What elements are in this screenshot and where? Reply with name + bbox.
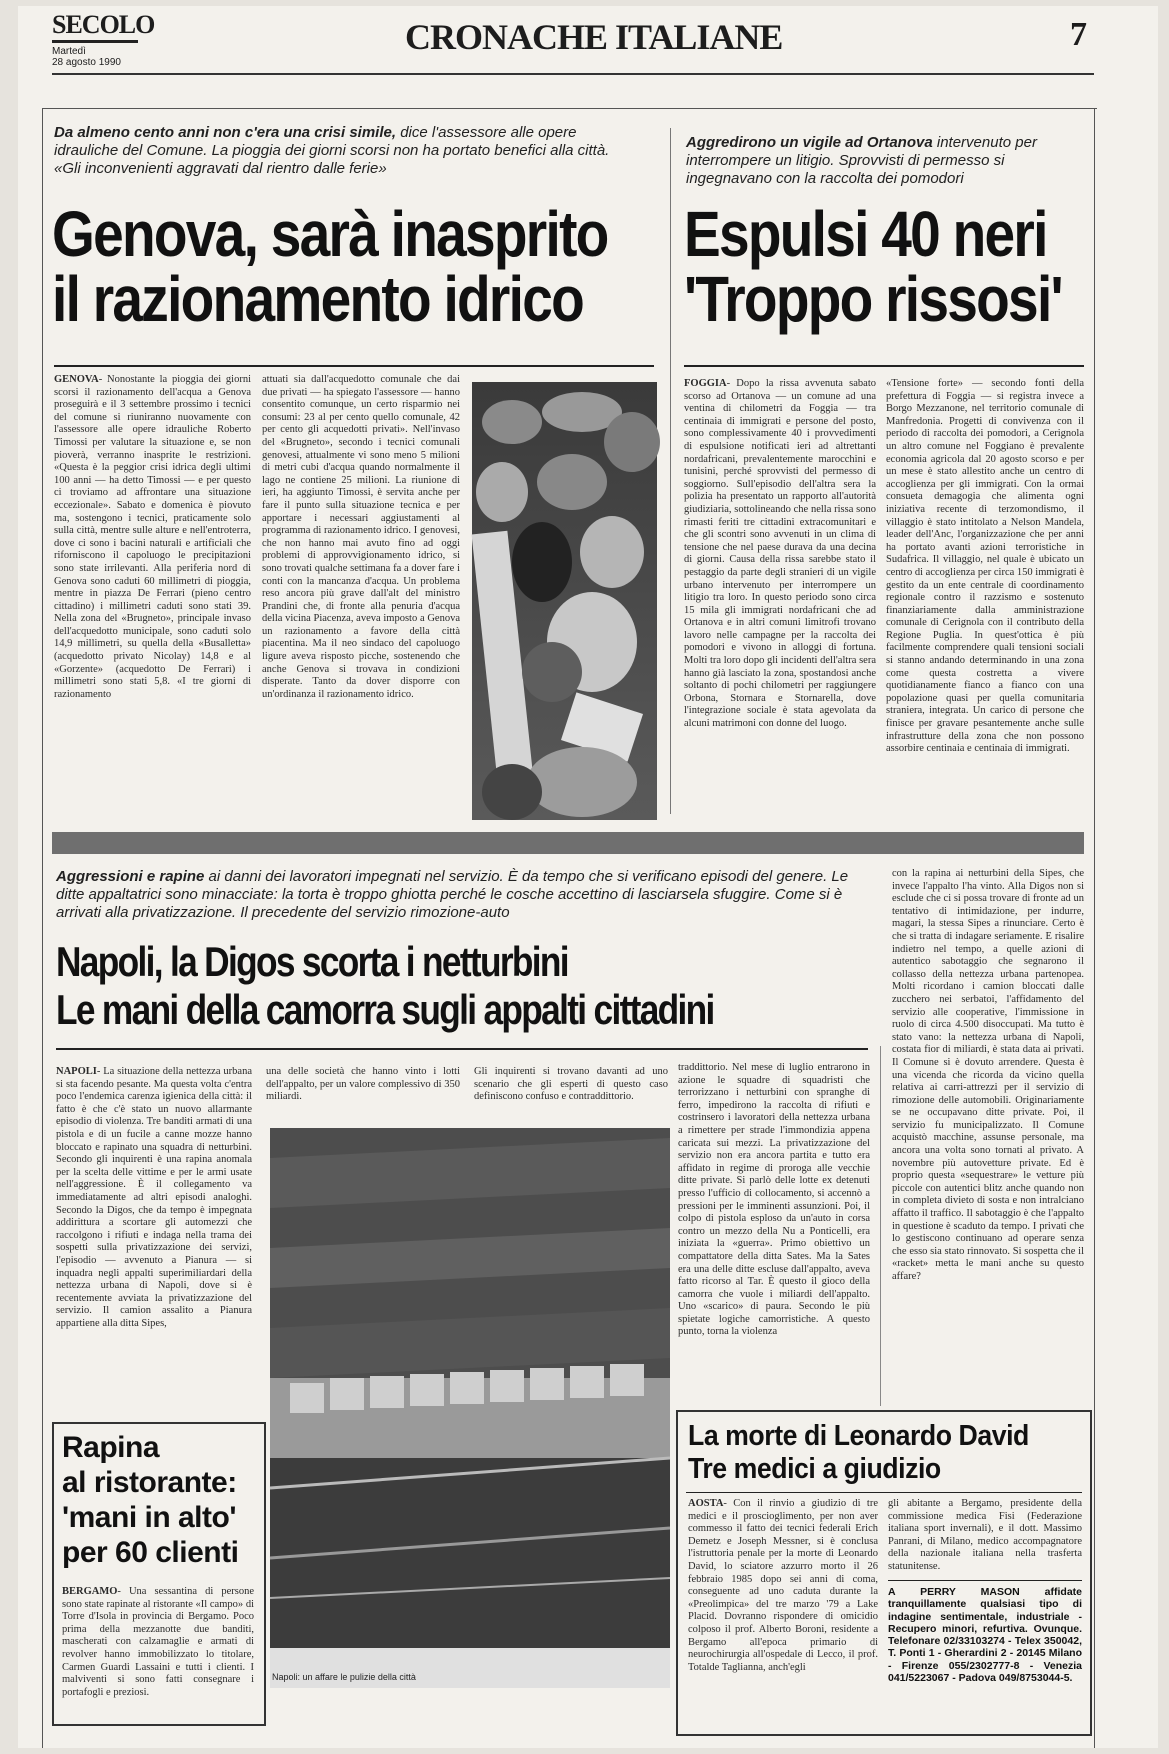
- article-column: [266, 1066, 460, 1126]
- article-column: [56, 1066, 252, 1394]
- section-band: [52, 832, 1084, 854]
- column-text: con la rapina ai netturbini della Sipes, che invece l'appalto l'ha vinto. Alla Digos non si esclude che ci si possa trovare di fronte ad un tentativo di intimidazione, per indurre, magari, la stessa Sipes a rinunciare. Certo è che si tratta di indagare seriamente. E risalire indietro nel tempo, a quelle azioni di autentico sabotaggio che segnarono il collasso della nettezza urbana partenopea. Molti ricordano i camion bloccati dalle zucchero nei serbatoi, l'affidamento del servizio alle cooperative, l'immissione in ruolo di circa 4.500 disoccupati. Ma tutto è stato vano: la nettezza urbana di Napoli, costata fior di miliardi, è stata data ai privati. Il Comune si è dovuto arrendere. Questa è una vicenda che ricorda da vicino quella relativa ai carri-attrezzi per il servizio di rimozione delle automobili. Originariamente se ne occupavano ditte private. Poi, il servizio fu municipalizzato. Il Comune acquistò macchine, assunse personale, ma ancora una volta sono tornati al privato. A novembre più autovetture private. Ed è proprio questa «sequestrare» le vetture più piccole con autentici blitz anche quando non in completa divieto di sosta e non intralciano affatto il traffico. Il sabotaggio è che l'appalto in questione è scaduto da tempo. I privati che lo gestiscono continuano ad operare senza che esso sia stato rinnovato. Si sospetta che il «racket» metta le mani anche su questo affare?: [892, 868, 1084, 1282]
- column-text: attuati sia dall'acquedotto comunale che dai due privati — ha spiegato l'assessore — hanno consentito comunque, un certo risparmio nei consumi: 23 al per cento quello comunale, 42 per cento gli acquedotti privati». Nell'invaso del «Brugneto», secondo i tecnici comunali genovesi, attualmente vi sono meno 5 milioni di metri cubi d'acqua quando normalmente il lago ne contiene 25 milioni. La riunione di ieri, ha aggiunto Timossi, è servita anche per fare il punto sulla situazione tecnica e per apportare i necessari aggiustamenti al programma di razionamento idrico. I genovesi, che non hanno mai avuto fino ad oggi problemi di approvvigionamento idrico, si sono trovati qualche settimana fa a dover fare i conti con la mancanza d'acqua. Un problema reso ancora più grave dall'alt del ministro Prandini che, di fronte alla penuria d'acqua della vicina Piacenza, aveva imposto a Genova un razionamento a favore della città piacentina. Ma il neo sindaco del capoluogo ligure aveva risposto picche, sostenendo che anche Genova si trovava in condizioni disperate. Tanto da dover disporre con un'ordinanza il razionamento idrico.: [262, 374, 460, 700]
- article-column: [262, 374, 460, 826]
- photo-garbage-image: [270, 1128, 670, 1688]
- headline-line-2: al ristorante:: [62, 1466, 237, 1499]
- article-column: [678, 1062, 870, 1406]
- headline-line-1: Espulsi 40 neri: [684, 198, 1047, 270]
- photo-crowd: [472, 382, 657, 820]
- column-text: - La situazione della nettezza urbana si sta facendo pesante. Ma questa volta c'entra poco l'endemica carenza igienica della città: il fatto è che c'è stato un nuovo allarmante episodio di violenza. Tre banditi armati di una pistola e di un fucile a canne mozze hanno bloccato e rapinato una squadra di netturbini. Secondo gli inquirenti è una rapina anomala per la scelta delle vittime e per le armi usate nell'aggressione. È il collegamento va immediatamente ad altri episodi analoghi. Secondo la Digos, che da tempo è impegnata addirittura a scortare gli automezzi che raccolgono i rifiuti e indaga nella trama dei sospetti sulla privatizzazione dei servizi, l'episodio — avvenuto a Pianura — si inquadra negli appalti superimiliardari della nettezza urbana di Napoli, dove si è recentemente avviata la privatizzazione del servizio. Il camion assalito a Pianura appartiene alla ditta Sipes,: [56, 1066, 252, 1329]
- article-headline: [56, 938, 714, 1034]
- frame-top: [42, 108, 1097, 109]
- headline-rule: [56, 1048, 868, 1050]
- headline-line-1: Napoli, la Digos scorta i netturbini: [56, 938, 568, 985]
- column-text: «Tensione forte» — secondo fonti della prefettura di Foggia — si registra invece a Borgo Mezzanone, nel territorio comunale di Manfredonia. Progetti di convivenza con il periodo di raccolta dei pomodori, a Cerignola un altro comune nel Foggiano è prevalente economia agricola dal 20 agosto scorso e per un mese è stato allestito anche un centro di accoglienza per gli immigrati. Con la ormai consueta demagogia che alimenta ogni iniziativa recente di terzomondismo, il villaggio è stato intitolato a Nelson Mandela, leader dell'Anc, l'organizzazione che per anni ha portato avanti azioni terroristiche in Sudafrica. Il villaggio, nel quale è ubicato un centro di accoglienza per circa 150 immigrati è gestito da un ente centrale di coordinamento regionale contro il razzismo e sostenuto finanziariamente dalla amministrazione comunale di Cerignola con il contributo della Regione Puglia. In quest'ottica è più facilmente comprendere quali tensioni sociali si stanno andando determinando in una zona come questa costretta a vivere quotidianamente fianco a fianco con una popolazione quasi per quella comunitaria straniera, integrata. Un carico di persone che finisce per gravare pesantemente anche sulle infrastrutture della zona che non possono assorbire centinaia e centinaia di immigrati.: [886, 378, 1084, 755]
- masthead-rule: [52, 73, 1094, 75]
- photo-caption: Napoli: un affare le pulizie della città: [272, 1672, 416, 1682]
- article-column: [886, 378, 1084, 826]
- news-box: [52, 1422, 266, 1726]
- dateline: BERGAMO: [62, 1586, 118, 1597]
- box-rule: [686, 1492, 1082, 1493]
- headline-line-1: Rapina: [62, 1431, 160, 1464]
- news-box: [676, 1410, 1092, 1736]
- article-kicker: [56, 868, 856, 922]
- kicker-text: ai danni dei lavoratori impegnati nel servizio. È da tempo che si verificano episodi del genere. Le ditte appaltatrici sono minacciate: la torta è troppo ghiotta perché le cosche accettino di lasciarsela sfuggire. Come si è arrivati alla privatizzazione. Il precedente del servizio rimozione-auto: [56, 868, 849, 921]
- column-text: Gli inquirenti si trovano davanti ad uno scenario che gli esperti di questo caso definiscono confuso e contraddittorio.: [474, 1066, 668, 1103]
- box-body: - Con il rinvio a giudizio di tre medici e il proscioglimento, per non aver commesso il fatto dei tecnici federali Erich Demetz e Joseph Messner, si è conclusa l'istruttoria penale per la morte di Leonardo David, lo sciatore azzurro morto il 26 febbraio 1985 dopo sei anni di coma, conseguente ad uno caduta durante la «Preolimpica» del tre marzo '79 a Lake Placid. Dovranno rispondere di omicidio colposo il prof. Alberto Boroni, residente a Bergamo all'epoca primario di neurochirurgia all'ospedale di Lecco, il prof. Totalde Taglianna, anch'egli: [688, 1498, 878, 1673]
- frame-right: [1094, 108, 1095, 1748]
- issue-date: [52, 46, 121, 68]
- logo-underline: [52, 40, 138, 43]
- headline-line-2: Le mani della camorra sugli appalti cittadini: [56, 986, 714, 1033]
- page-number: 7: [1070, 16, 1087, 53]
- headline-line-2: il razionamento idrico: [52, 263, 583, 336]
- issue-full-date: 28 agosto 1990: [52, 57, 121, 68]
- article-headline: [684, 198, 1062, 336]
- article-kicker: [54, 124, 624, 178]
- box-text: [888, 1498, 1082, 1572]
- article-column: [474, 1066, 668, 1126]
- headline-rule: [684, 365, 1084, 367]
- article-kicker: [686, 134, 1086, 188]
- kicker-lead: Aggredirono un vigile ad Ortanova: [686, 134, 933, 151]
- frame-left: [42, 108, 43, 1748]
- article-column: [684, 378, 876, 826]
- column-text: una delle società che hanno vinto i lotti dell'appalto, per un valore complessivo di 350 miliardi.: [266, 1066, 460, 1103]
- kicker-lead: Aggressioni e rapine: [56, 868, 205, 885]
- box-body: - Una sessantina di persone sono state rapinate al ristorante «Il campo» di Torre d'Isola in provincia di Bergamo. Poco prima della mezzanotte due banditi, mascherati con calzamaglie e armati di revolver hanno immobilizzato lo titolare, Carmen Guardi Lassaini e tutti i clienti. I malviventi si sono fatti consegnare i portafogli e preziosi.: [62, 1586, 254, 1698]
- headline-line-2: Tre medici a giudizio: [688, 1453, 941, 1485]
- headline-line-3: 'mani in alto': [62, 1501, 236, 1534]
- column-separator: [670, 128, 671, 814]
- box-headline: [62, 1430, 258, 1570]
- kicker-text: dice l'assessore alle opere idrauliche del Comune. La pioggia dei giorni scorsi non ha portato benefici alla città. «Gli inconvenienti aggravati dal rientro dalle ferie»: [54, 124, 610, 177]
- dateline: NAPOLI: [56, 1066, 97, 1077]
- headline-line-1: Genova, sarà inasprito: [52, 198, 608, 270]
- column-separator: [880, 1046, 881, 1406]
- headline-line-1: La morte di Leonardo David: [688, 1420, 1029, 1452]
- box-headline: [688, 1420, 1029, 1486]
- issue-weekday: Martedì: [52, 46, 86, 57]
- article-column: [892, 868, 1084, 1406]
- dateline: AOSTA: [688, 1498, 724, 1509]
- ad-rule: [888, 1580, 1082, 1581]
- column-text: traddittorio. Nel mese di luglio entrarono in azione le squadre di squadristi che terrorizzano i netturbini con spranghe di ferro, impedirono la raccolta di rifiuti e costrinsero i lavoratori della nettezza urbana a rimettere per strade l'immondizia appena caricata sui mezzi. La privatizzazione del servizio non era ancora partita e tutto era affidato in regime di proroga alle vecchie ditte private. Si parlò delle lotte ex detenuti presso l'ufficio di collocamento, si accennò a pressioni per le imminenti assunzioni. Poi, il colpo di pistola esploso da un'auto in corsa contro un mezzo della Nu a Ponticelli, era iniziata la «guerra». Primo obiettivo un compattatore della ditta Sates. Ma la Sates era una delle ditte escluse dall'appalto, aveva fatto ricorso al Tar. È questo il gioco della camorra che vuole i miliardi dell'appalto. Uno «scarico» di paura. Secondo le più spietate logiche camorristiche. A questo punto, torna la violenza: [678, 1062, 870, 1338]
- dateline: FOGGIA: [684, 378, 727, 389]
- dateline: GENOVA: [54, 374, 99, 385]
- box-text: [688, 1498, 878, 1730]
- kicker-lead: Da almeno cento anni non c'era una crisi simile,: [54, 124, 397, 141]
- photo-garbage: [270, 1128, 670, 1688]
- headline-rule: [54, 365, 654, 367]
- headline-line-4: per 60 clienti: [62, 1536, 239, 1569]
- newspaper-logo: SECOLO: [52, 10, 155, 39]
- section-title: CRONACHE ITALIANE: [405, 17, 783, 57]
- column-text: - Nonostante la pioggia dei giorni scorsi il razionamento dell'acqua a Genova proseguirà e il 3 settembre prossimo i tecnici del comune si riuniranno nuovamente con l'assessore alle opere idrauliche Roberto Timossi per valutare la situazione e, se non pioverà, verranno inasprite le restrizioni. «Questa è la peggior crisi idrica degli ultimi 100 anni — ha detto Timossi — e per questo ci troviamo ad affrontare una situazione eccezionale». Sabato e domenica è piovuto ma, sostengono i tecnici, praticamente solo sulla città, mentre sulle alture e nell'entroterra, dove ci sono i bacini naturali e artificiali che riforniscono il capoluogo le precipitazioni sono state irrilevanti. Alla periferia nord di Genova sono caduti 60 millimetri di pioggia, mentre in piazza De Ferrari (pieno centro cittadino) i millimetri caduti sono stati 39. Nella zona del «Brugneto», principale invaso dell'acquedotto municipale, sono caduti solo 14,9 millimetri, su quella della «Busalletta» (acquedotto privato Nicolay) 14,8 e al «Gorzente» (acquedotto De Ferrari) i millimetri sono stati 5,8. «I tre giorni di razionamento: [54, 374, 251, 700]
- kicker-text: intervenuto per interrompere un litigio. Sprovvisti di permesso si ingegnavano con la raccolta dei pomodori: [686, 134, 1037, 187]
- article-column: [54, 374, 251, 826]
- box-body: gli abitante a Bergamo, presidente della commissione medica Fisi (Federazione italiana sport invernali), e il dott. Massimo Panrani, di Milano, medico accompagnatore della nazionale italiana nella trasferta statunitense.: [888, 1498, 1082, 1572]
- article-headline: [52, 198, 608, 336]
- headline-line-2: 'Troppo rissosi': [684, 263, 1062, 336]
- classified-ad: A PERRY MASON affidate tranquillamente qualsiasi tipo di indagine sentimentale, industriale - Recupero minori, refurtiva. Ovunque. Telefonare 02/33103274 - Telex 350042, T. Ponti 1 - Gherardini 2 - 20145 Milano - Firenze 055/2302777-8 - Venezia 041/5223067 - Padova 049/8753044-5.: [888, 1586, 1082, 1685]
- box-text: [62, 1586, 254, 1720]
- photo-crowd-image: [472, 382, 657, 820]
- column-text: - Dopo la rissa avvenuta sabato scorso ad Ortanova — un comune ad una ventina di chilometri da Foggia — tra centinaia di immigrati e persone del posto, sono complessivamente 40 i provvedimenti di espulsione notificati ieri ad altrettanti nordafricani, prevalentemente marocchini e tunisini, perché sprovvisti del permesso di soggiorno. Sull'episodio dell'altra sera la polizia ha presentato un rapporto all'autorità giudiziaria, sottolineando che nella rissa sono rimasti feriti tre cittadini extracomunitari e che gli scontri sono avvenuti in un clima di tensione che nel paese durava da una decina di giorni. Causa della rissa sarebbe stato il pestaggio da parte degli stranieri di un vigile urbano intervenuto per interrompere un litigio tra loro. In questo periodo sono circa 15 mila gli immigrati nordafricani che ad Ortanova e in altri comuni limitrofi trovano lavoro nelle campagne per la raccolta dei pomodori e vivono in alloggi di fortuna. Molti tra loro dopo gli incidenti dell'altra sera hanno già lasciato la zona, spostandosi anche soltanto di pochi chilometri per raggiungere Orbona, Stornara e Stornarella, dove l'integrazione sociale è stata agevolata da alcuni matrimoni con donne del luogo.: [684, 378, 876, 730]
